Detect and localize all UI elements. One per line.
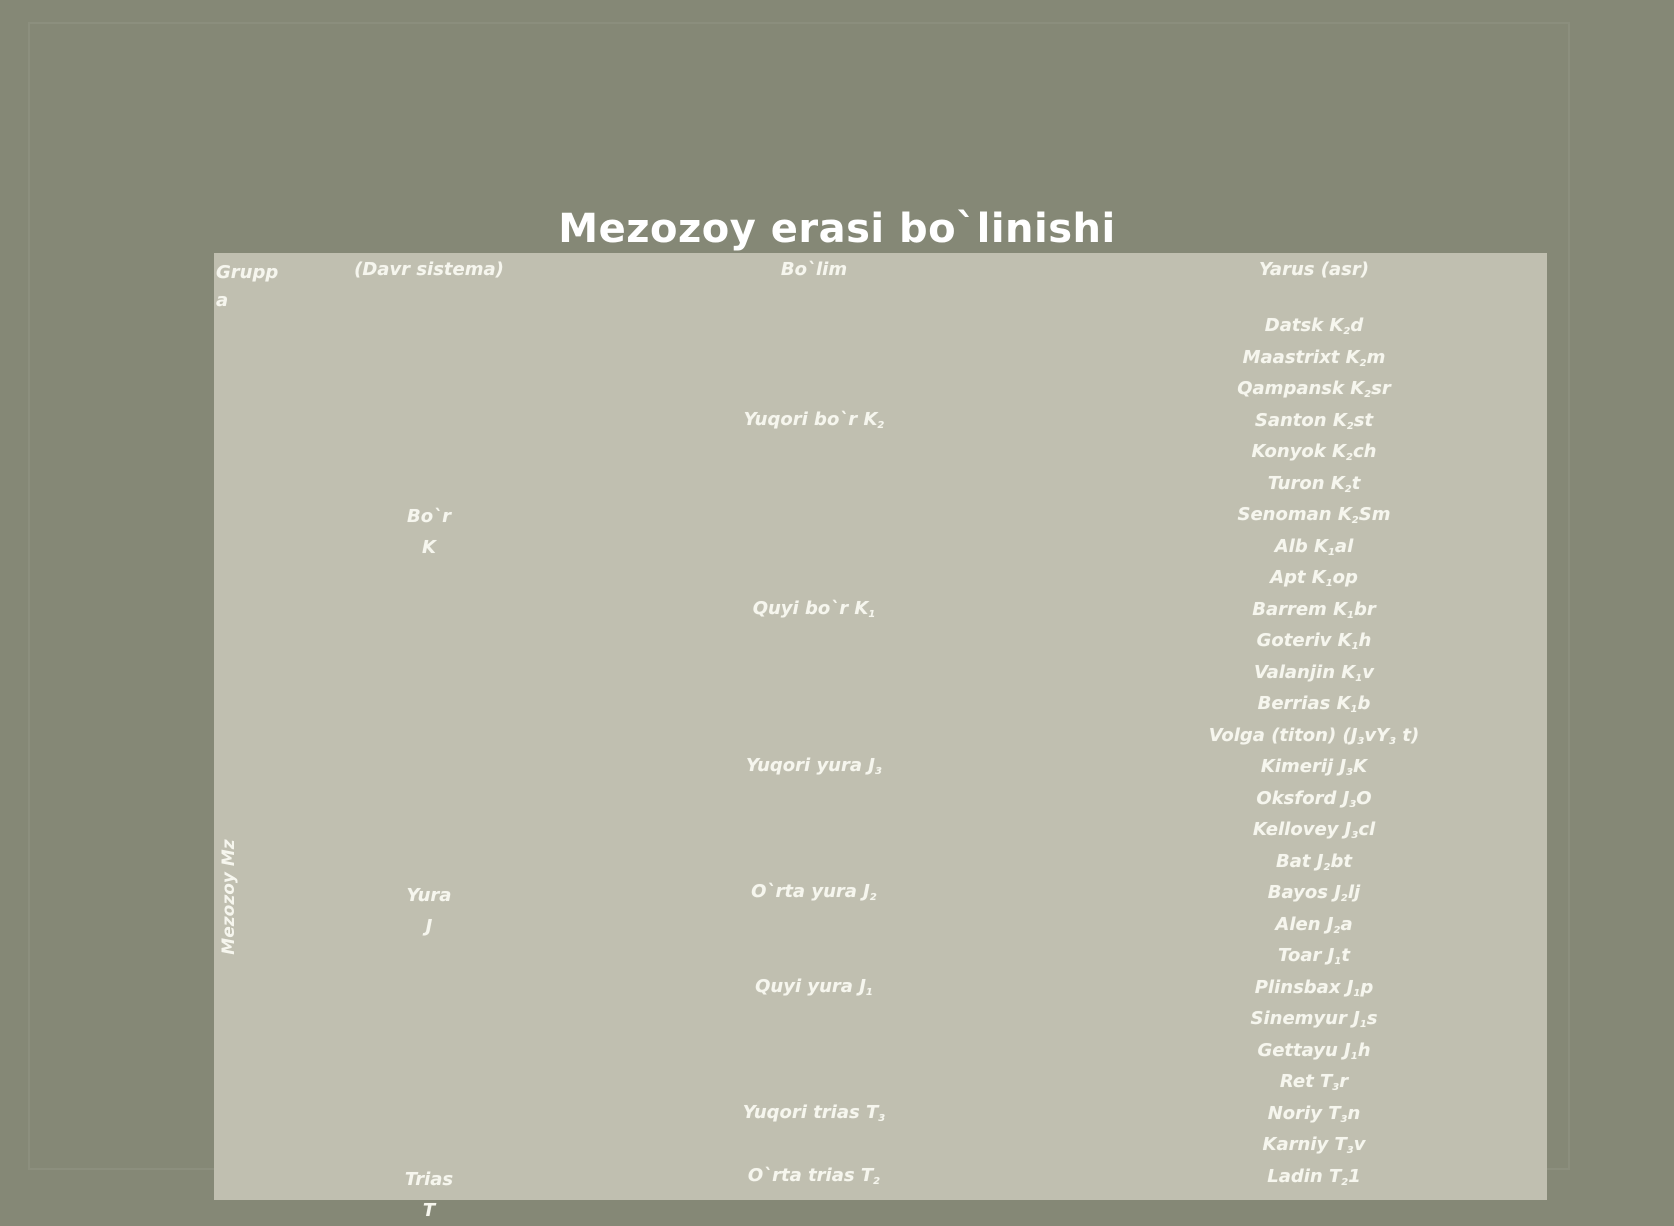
stage-name: Ladin T [1267, 1165, 1342, 1187]
stage-row [1134, 1103, 1494, 1131]
stage-row [1134, 599, 1494, 627]
section-upper-cretaceous [664, 409, 964, 437]
stage-subscript: 1 [1359, 1019, 1367, 1030]
stage-name: Apt K [1270, 567, 1326, 588]
stage-subscript: 2 [1346, 420, 1354, 432]
stage-row [1134, 693, 1494, 721]
section-subscript: 3 [878, 1113, 886, 1124]
stage-name: Qampansk K [1237, 378, 1365, 399]
stage-code: r [1339, 1071, 1349, 1092]
stage-subscript: 2 [1351, 515, 1359, 526]
section-subscript: 1 [865, 987, 873, 998]
stage-code: al [1334, 535, 1354, 557]
stage-code: d [1350, 315, 1364, 336]
stage-name: Konyok K [1251, 441, 1346, 462]
stage-code: vY [1364, 724, 1390, 746]
stage-row [1134, 882, 1494, 910]
stage-name: Barrem K [1252, 598, 1348, 620]
stage-name: Kellovey J [1252, 819, 1352, 840]
stage-subscript: 1 [1353, 987, 1361, 999]
stage-name: Valanjin K [1254, 661, 1356, 683]
stage-row [1134, 441, 1494, 469]
stage-row [1134, 819, 1494, 847]
stage-subscript: 2 [1340, 893, 1348, 904]
stage-name: Kimerij J [1260, 756, 1347, 777]
stage-code: p [1360, 976, 1374, 998]
stage-subscript: 1 [1350, 704, 1358, 715]
stage-row [1134, 473, 1494, 501]
section-name: Quyi bo`r K [752, 598, 869, 619]
stage-code: Sm [1358, 504, 1391, 525]
stage-row [1134, 378, 1494, 406]
header-section: Bo`lim [780, 259, 848, 280]
section-name: Quyi yura J [755, 976, 866, 997]
stage-name: Alb K [1274, 535, 1328, 557]
section-name: O`rta trias T [747, 1165, 874, 1186]
section-subscript: 3 [875, 766, 882, 777]
stage-code: op [1332, 567, 1358, 588]
section-subscript: 1 [868, 609, 876, 620]
stage-code: h [1358, 630, 1372, 651]
section-lower-cretaceous [664, 598, 964, 626]
period-name: Trias [404, 1169, 454, 1190]
stage-name: Noriy T [1267, 1102, 1341, 1124]
stage-subscript: 3 [1349, 798, 1357, 810]
stage-code: 1 [1348, 1165, 1361, 1187]
stage-subscript: 2 [1343, 326, 1351, 337]
stage-name: Plinsbax J [1254, 976, 1354, 998]
stage-row [1134, 536, 1494, 564]
stage-code: b [1357, 693, 1371, 714]
stage-name: Datsk K [1264, 315, 1344, 336]
stage-name: Senoman K [1237, 504, 1352, 525]
stage-subscript: 3 [1340, 1113, 1348, 1125]
stage-row [1134, 1071, 1494, 1099]
stage-code: bt [1330, 850, 1352, 872]
stage-name: Bat J [1276, 850, 1324, 872]
page-title: Mezozoy erasi bo`linishi [558, 206, 1116, 252]
stage-row [1134, 914, 1494, 942]
stage-name: Karniy T [1262, 1134, 1347, 1155]
section-subscript: 2 [877, 420, 885, 431]
stage-name: Volga (titon) (J [1208, 724, 1358, 746]
period-symbol: T [422, 1200, 436, 1221]
section-name: Yuqori yura J [746, 755, 875, 776]
stage-subscript: 1 [1334, 956, 1342, 967]
stage-subscript: 1 [1350, 1050, 1358, 1062]
stage-name: Maastrixt K [1242, 346, 1360, 368]
stage-row [1134, 662, 1494, 690]
stage-name: Berrias K [1257, 693, 1351, 714]
stage-row [1134, 1134, 1494, 1162]
stage-row [1134, 977, 1494, 1005]
period-symbol: J [425, 916, 433, 937]
stage-subscript: 1 [1327, 546, 1335, 558]
stage-code: K [1353, 756, 1368, 777]
stage-code: lj [1347, 882, 1361, 903]
section-name: Yuqori trias T [742, 1102, 879, 1123]
period-name: Yura [406, 885, 452, 906]
stage-code: sr [1371, 378, 1391, 399]
stage-row [1134, 945, 1494, 973]
section-middle-jurassic [664, 881, 964, 909]
stage-code: t [1341, 945, 1350, 966]
stage-subscript: 2 [1333, 924, 1341, 936]
stage-subscript: 2 [1341, 1176, 1349, 1188]
period-jurassic [329, 880, 529, 942]
header-stage: Yarus (asr) [1259, 259, 1369, 280]
stage-row [1134, 410, 1494, 438]
stage-name: Goteriv K [1256, 630, 1352, 651]
stage-code: ch [1352, 441, 1377, 462]
stage-code: cl [1358, 819, 1376, 840]
stage-subscript: 2 [1323, 861, 1331, 873]
stage-name: Turon K [1267, 472, 1345, 494]
stage-name: Santon K [1254, 409, 1347, 431]
stage-subscript: 3 [1351, 830, 1359, 841]
stage-name: Sinemyur J [1250, 1008, 1360, 1029]
section-lower-jurassic [664, 976, 964, 1004]
stage-name: Gettayu J [1257, 1039, 1351, 1061]
stage-subscript: 1 [1325, 578, 1333, 589]
stage-subscript: 3 [1357, 735, 1365, 747]
header-period: (Davr sistema) [354, 259, 504, 280]
stage-code: v [1362, 661, 1374, 683]
section-upper-jurassic [664, 755, 964, 783]
stage-row [1134, 630, 1494, 658]
stage-code: br [1354, 598, 1376, 620]
stage-code: m [1366, 346, 1386, 368]
section-name: O`rta yura J [751, 881, 870, 902]
period-name: Bo`r [407, 506, 451, 527]
stage-row [1134, 315, 1494, 343]
stage-row [1134, 851, 1494, 879]
stage-row [1134, 1040, 1494, 1068]
stage-subscript: 2 [1345, 452, 1353, 463]
stage-row [1134, 504, 1494, 532]
stage-code: t [1351, 472, 1361, 494]
stage-subscript: 1 [1355, 672, 1363, 684]
section-subscript: 2 [869, 892, 877, 903]
stage-row [1134, 567, 1494, 595]
header-group: Grupp a [216, 262, 279, 311]
stage-subscript: 3 [1332, 1082, 1340, 1093]
stage-code: a [1340, 913, 1353, 935]
stage-name: Alen J [1275, 913, 1334, 935]
stage-code: h [1357, 1039, 1371, 1061]
stage-code-suffix: t) [1396, 724, 1420, 746]
stage-row [1134, 788, 1494, 816]
stage-row [1134, 1008, 1494, 1036]
stage-subscript: 1 [1347, 609, 1354, 621]
section-middle-triassic [664, 1165, 964, 1193]
stage-row [1134, 725, 1494, 753]
stage-name: Toar J [1278, 945, 1335, 966]
stage-subscript: 2 [1364, 389, 1372, 400]
stage-name: Oksford J [1256, 787, 1350, 809]
stage-subscript: 2 [1344, 483, 1352, 495]
stage-row [1134, 756, 1494, 784]
stage-code: O [1356, 787, 1372, 809]
stage-name: Bayos J [1267, 882, 1341, 903]
geologic-table [214, 253, 1547, 1221]
section-subscript: 2 [873, 1176, 881, 1187]
stage-subscript: 3 [1389, 735, 1397, 747]
era-label: Mezozoy Mz [219, 839, 239, 955]
period-symbol: K [422, 537, 436, 558]
section-name: Yuqori bo`r K [743, 409, 878, 430]
stage-code: st [1353, 409, 1374, 431]
period-triassic [329, 1164, 529, 1226]
stage-code: v [1353, 1134, 1366, 1155]
stage-code: n [1347, 1102, 1361, 1124]
stage-row [1134, 1166, 1494, 1194]
stage-subscript: 3 [1346, 767, 1354, 778]
period-cretaceous [329, 501, 529, 563]
stage-subscript: 1 [1351, 641, 1359, 652]
section-upper-triassic [664, 1102, 964, 1130]
stage-name: Ret T [1279, 1071, 1333, 1092]
stage-subscript: 2 [1359, 357, 1367, 369]
stage-row [1134, 347, 1494, 375]
stage-code: s [1366, 1008, 1378, 1029]
stage-subscript: 3 [1346, 1145, 1354, 1156]
